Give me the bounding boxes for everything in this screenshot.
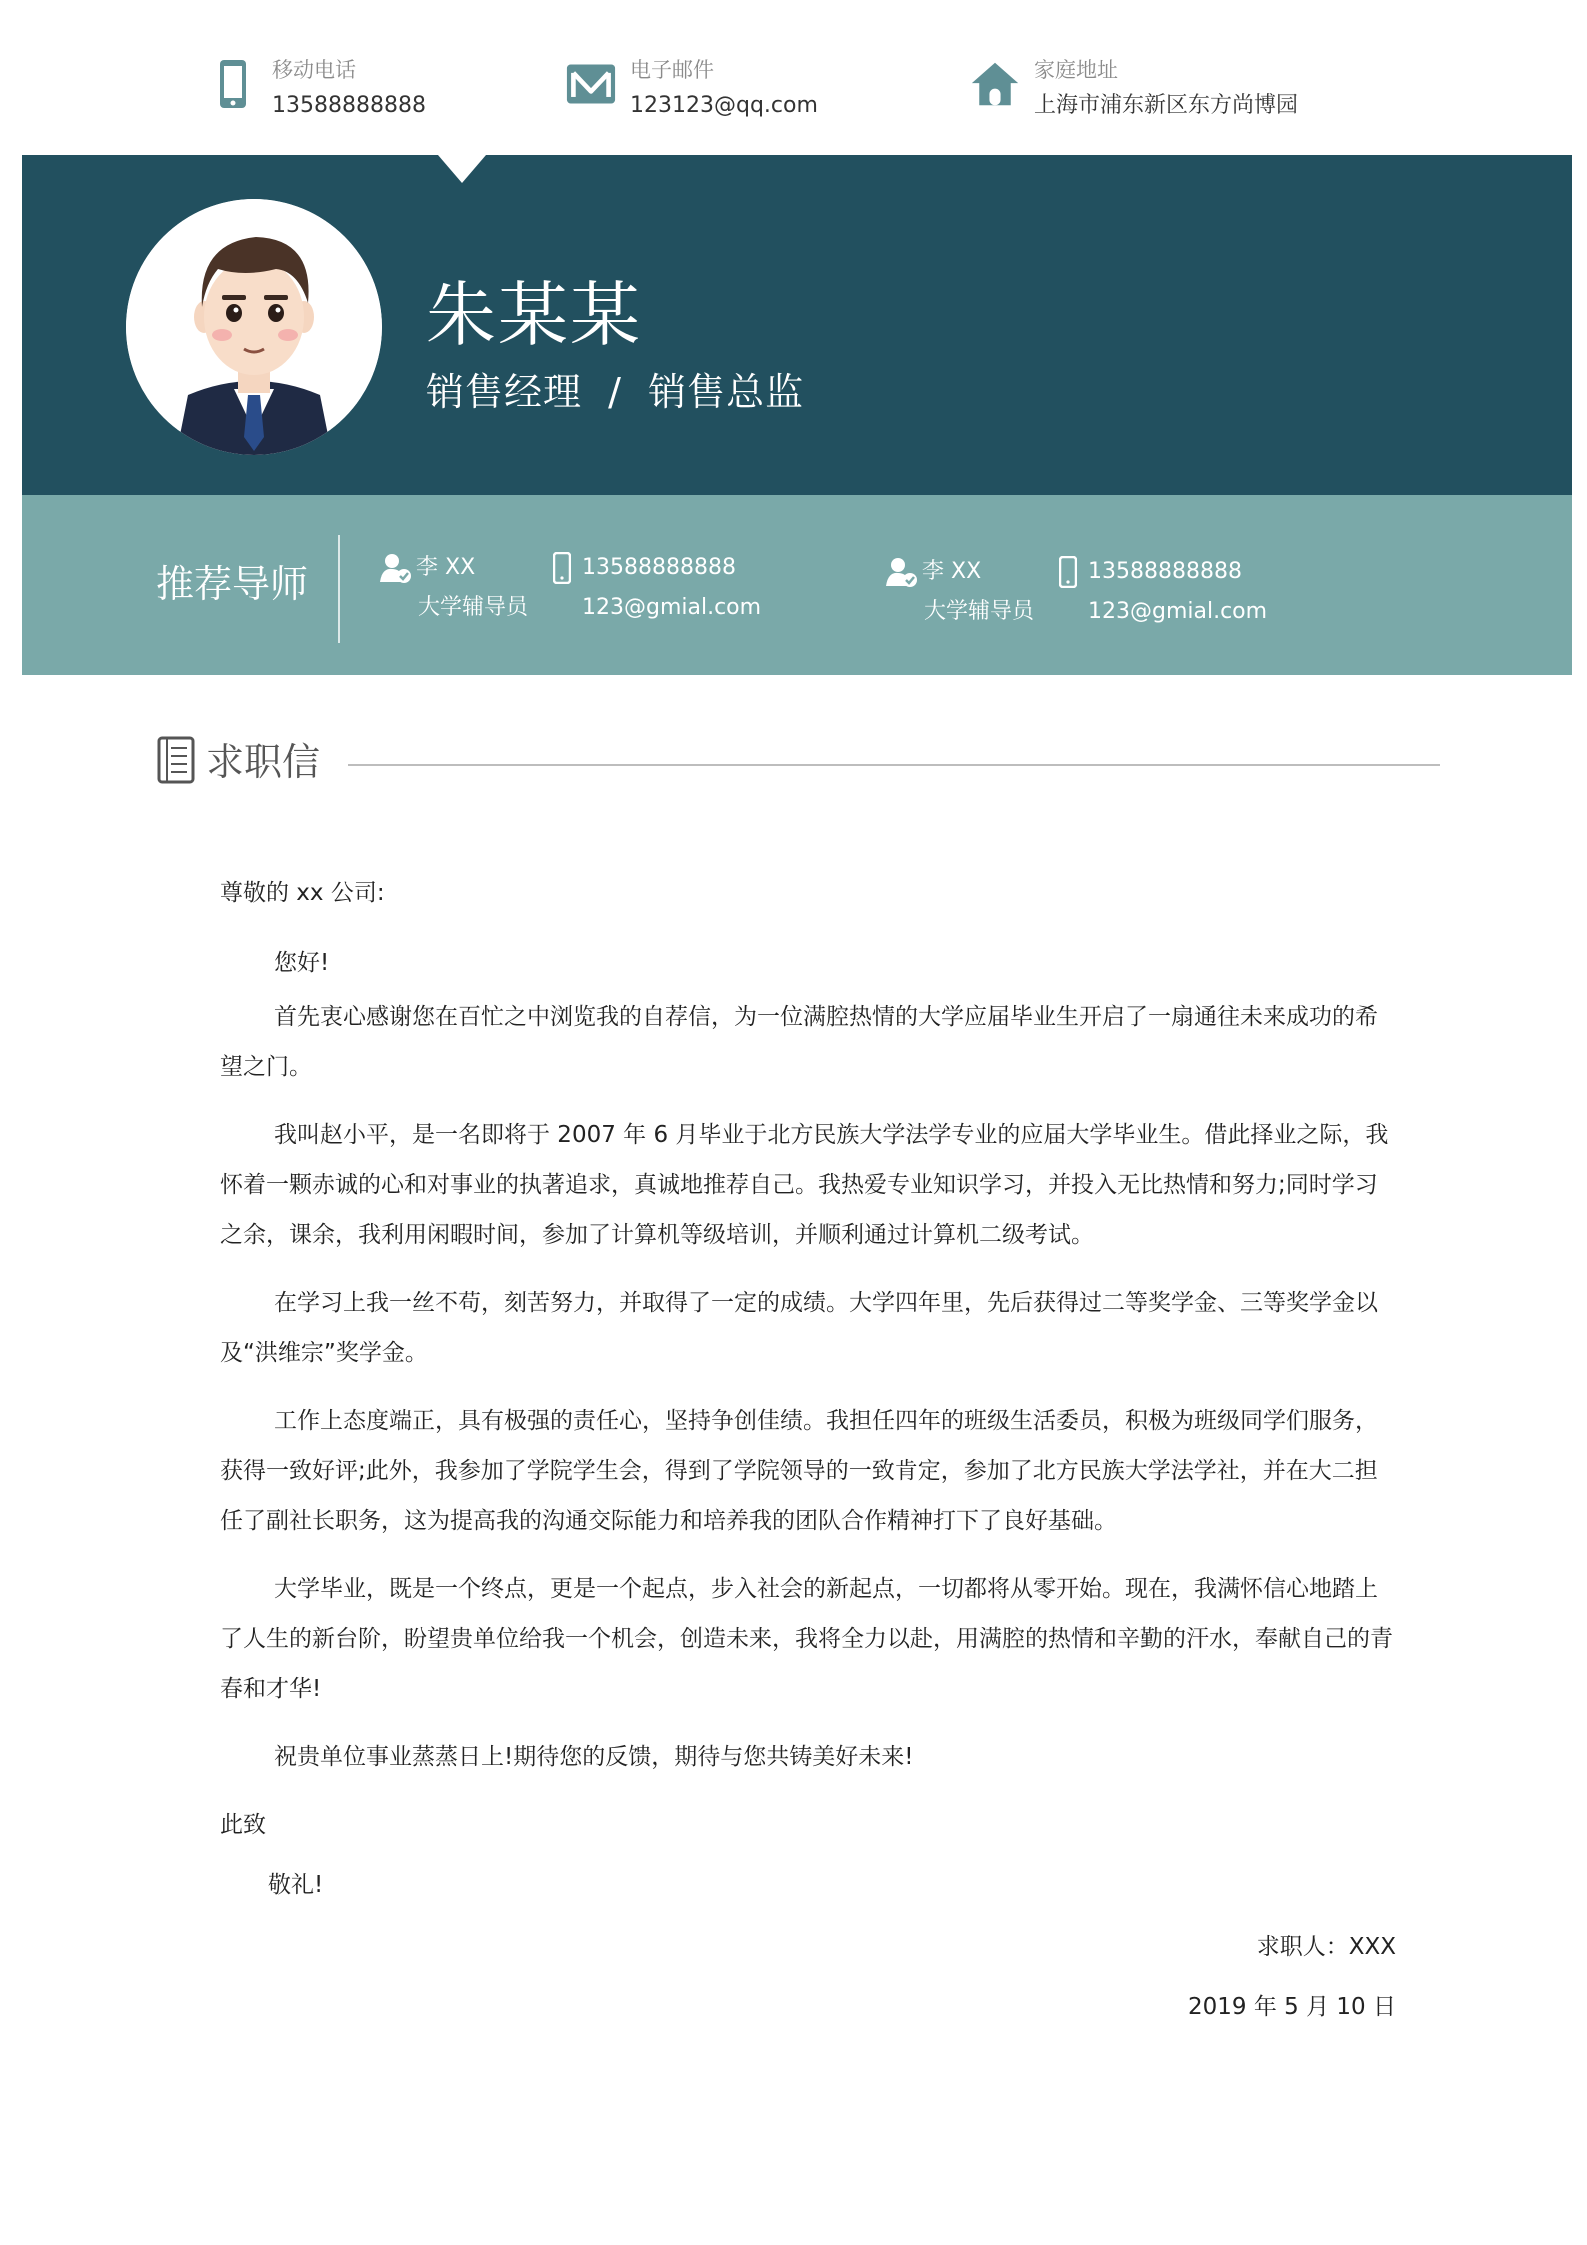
contact-address-label: 家庭地址 xyxy=(1034,58,1118,82)
mentor-1-position: 大学辅导员 xyxy=(418,595,529,620)
letter-paragraph: 祝贵单位事业蒸蒸日上!期待您的反馈，期待与您共铸美好未来! xyxy=(274,1744,914,1770)
mentor-2-email: 123@gmial.com xyxy=(1088,599,1268,624)
contact-phone-label: 移动电话 xyxy=(272,58,356,82)
mentor-title: 推荐导师 xyxy=(156,562,309,606)
contact-address-value: 上海市浦东新区东方尚博园 xyxy=(1034,93,1299,118)
section-title: 求职信 xyxy=(206,740,321,784)
letter-greeting: 尊敬的 xx 公司: xyxy=(220,880,385,906)
contact-address xyxy=(970,55,1298,127)
contact-email-label: 电子邮件 xyxy=(630,58,714,82)
contact-phone xyxy=(208,55,426,127)
letter-regards: 敬礼! xyxy=(268,1872,324,1898)
home-icon xyxy=(970,55,1020,113)
letter-closing: 此致 xyxy=(220,1812,266,1838)
envelope-icon xyxy=(566,55,616,113)
mentor-band xyxy=(22,495,1572,675)
letter-signature: 求职人：XXX xyxy=(1256,1934,1396,1960)
section-header xyxy=(156,736,320,788)
letter-paragraph: 工作上态度端正，具有极强的责任心，坚持争创佳绩。我担任四年的班级生活委员，积极为班级同学们服务，获得一致好评;此外，我参加了学院学生会，得到了学院领导的一致肯定，参加了北方民族大学法学社，并在大二担任了副社长职务，这为提高我的沟通交际能力和培养我的团队合作精神打下了良好基础。 xyxy=(220,1408,1378,1534)
mentor-1-name: 李 XX xyxy=(416,555,476,580)
candidate-name: 朱某某 xyxy=(426,274,642,356)
hero-band xyxy=(22,155,1572,495)
mobile-phone-icon xyxy=(208,55,258,113)
person-check-icon xyxy=(378,550,414,586)
candidate-role: 销售经理 / 销售总监 xyxy=(426,370,805,414)
section-divider xyxy=(348,764,1440,766)
mentor-1-phone: 13588888888 xyxy=(582,555,736,580)
letter-hello: 您好! xyxy=(274,950,330,976)
person-check-icon xyxy=(884,554,920,590)
cartoon-avatar-icon xyxy=(126,199,382,455)
contact-email xyxy=(566,55,818,127)
mobile-phone-icon xyxy=(1050,554,1086,590)
contact-email-value: 123123@qq.com xyxy=(630,93,818,118)
letter-paragraph: 在学习上我一丝不苟，刻苦努力，并取得了一定的成绩。大学四年里，先后获得过二等奖学金、三等奖学金以及“洪维宗”奖学金。 xyxy=(220,1290,1378,1366)
letter-paragraph: 大学毕业，既是一个终点，更是一个起点，步入社会的新起点，一切都将从零开始。现在，我满怀信心地踏上了人生的新台阶，盼望贵单位给我一个机会，创造未来，我将全力以赴，用满腔的热情和辛勤的汗水，奉献自己的青春和才华! xyxy=(220,1576,1393,1702)
notebook-icon xyxy=(156,736,196,788)
letter-date: 2019 年 5 月 10 日 xyxy=(1188,1994,1396,2020)
letter-paragraph: 首先衷心感谢您在百忙之中浏览我的自荐信，为一位满腔热情的大学应届毕业生开启了一扇通往未来成功的希望之门。 xyxy=(220,1004,1378,1080)
cover-letter xyxy=(220,868,1400,2032)
hero-notch xyxy=(438,155,486,183)
mobile-phone-icon xyxy=(544,550,580,586)
mentor-1-email: 123@gmial.com xyxy=(582,595,762,620)
contact-phone-value: 13588888888 xyxy=(272,93,426,118)
mentor-2-name: 李 XX xyxy=(922,559,982,584)
letter-paragraph: 我叫赵小平，是一名即将于 2007 年 6 月毕业于北方民族大学法学专业的应届大学毕业生。借此择业之际，我怀着一颗赤诚的心和对事业的执著追求，真诚地推荐自己。我热爱专业知识学习，并投入无比热情和努力;同时学习之余，课余，我利用闲暇时间，参加了计算机等级培训，并顺利通过计算机二级考试。 xyxy=(220,1122,1389,1248)
mentor-2-position: 大学辅导员 xyxy=(924,599,1035,624)
mentor-2-phone: 13588888888 xyxy=(1088,559,1242,584)
mentor-divider xyxy=(338,535,340,643)
